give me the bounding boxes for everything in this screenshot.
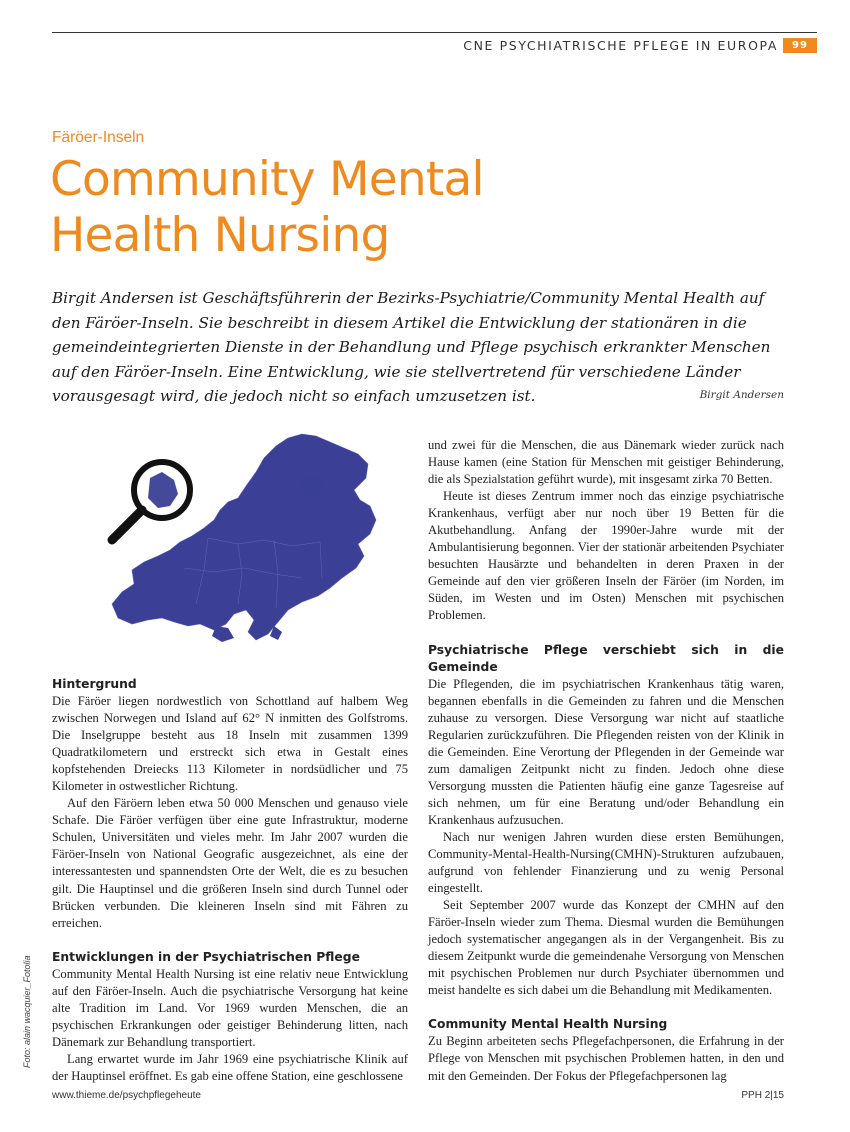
right-column: [428, 437, 784, 1085]
europe-map-magnifier-icon: [88, 428, 388, 656]
paragraph: Heute ist dieses Zentrum immer noch das einzige psychiatrische Krankenhaus, verfügt aber nur noch über 19 Betten für die Akutbehandlung. Anfang der 1990er-Jahre wurde mit der Ambulantisierung begonnen. Vier der stationär arbeitenden Psychiater besuchten Hausärzte und behandelten in deren Praxen in der Gemeinde auf den vier größeren Inseln der Färöer (im Norden, im Süden, im Westen und im Osten) Menschen mit psychischen Problemen.: [428, 489, 784, 623]
europe-map-figure: [88, 428, 388, 656]
paragraph: Die Färöer liegen nordwestlich von Schottland auf halbem Weg zwischen Norwegen und Island auf 62° N inmitten des Golfstroms. Die Inselgruppe besteht aus 18 Inseln mit zusammen 1399 Quadratkilometern und erstreckt sich etwa in Gestalt eines kopfstehenden Dreiecks 113 Kilometer in nordsüdlicher und 75 Kilometer in ostwestlicher Richtung.: [52, 694, 408, 794]
section-heading-cmhn: Community Mental Health Nursing: [428, 1017, 668, 1032]
section-heading-entwicklungen: Entwicklungen in der Psychiatrischen Pflege: [52, 949, 360, 964]
section-heading-gemeinde: Psychiatrische Pflege verschiebt sich in die Gemeinde: [428, 642, 784, 674]
paragraph: Community Mental Health Nursing ist eine relativ neue Entwicklung auf den Färöer-Inseln. Auch die psychiatrische Versorgung hat keine alte Tradition im Land. Vor 1969 wurden Menschen, die an psychischen Erkrankungen oder geistiger Behinderung litten, nach Dänemark zur Behandlung transportiert.: [52, 966, 408, 1049]
paragraph: Seit September 2007 wurde das Konzept der CMHN auf den Färöer-Inseln wieder zum Thema. Diesmal wurden die Bemühungen jedoch systematischer angegangen als in der Vergangenheit. Bis zu diesem Zeitpunkt wurde die gemeindenahe Versorgung von Menschen mit psychischen Problemen nur durch Psychiater übernommen und meist handelte es sich dabei um die Behandlung mit Medikamenten.: [428, 898, 784, 998]
title-line-2: Health Nursing: [50, 208, 390, 263]
header-rule: [52, 32, 817, 33]
paragraph: Auf den Färöern leben etwa 50 000 Menschen und genauso viele Schafe. Die Färöer verfügen über eine gute Infrastruktur, moderne Schulen, Universitäten und vieles mehr. Im Jahr 2007 wurden die Färöer-Inseln von National Geografic ausgezeichnet, als eine der interessantesten und spannendsten Orte der Welt, die es zu besuchen gilt. Die Hauptinsel und die größeren Inseln sind durch Tunnel oder Brücken verbunden. Die kleineren Inseln sind mit Fähren zu erreichen.: [52, 796, 408, 930]
photo-credit: Foto: alain wacquier_Fotolia: [22, 955, 32, 1068]
article-title: [50, 152, 484, 264]
page-number-badge: 99: [783, 38, 817, 53]
paragraph: Nach nur wenigen Jahren wurden diese ersten Bemühungen, Community-Mental-Health-Nursing(CMHN)-Strukturen aufzubauen, aufgrund von fehlender Finanzierung und zu wenig Personal eingestellt.: [428, 829, 784, 896]
footer-url: www.thieme.de/psychpflegeheute: [52, 1090, 201, 1101]
paragraph: Die Pflegenden, die im psychiatrischen Krankenhaus tätig waren, begannen ebenfalls in die Gemeinden zu fahren und die Menschen zuhause zu versorgen. Diese Versorgung war nicht auf staatliche Regularien zurückzuführen. Die Pflegenden reisten von der Klinik in die Gemeinden. Eine Verortung der Pflegenden in der Gemeinde war zum damaligen Zeitpunkt nicht zu finden. Jedoch ohne diese Versorgung mussten die Patienten häufig eine ganze Tagesreise auf sich nehmen, um für eine Beratung und/oder Behandlung ein Krankenhaus aufzusuchen.: [428, 676, 784, 827]
paragraph: Lang erwartet wurde im Jahr 1969 eine psychiatrische Klinik auf der Hauptinsel eröffnet. Es gab eine offene Station, eine geschlossene: [52, 1051, 408, 1083]
article-kicker: Färöer-Inseln: [52, 129, 145, 146]
paragraph: Zu Beginn arbeiteten sechs Pflegefachpersonen, die Erfahrung in der Pflege von Menschen mit psychischen Problemen hatten, in den und mit den Gemeinden. Der Fokus der Pflegefachpersonen lag: [428, 1034, 784, 1083]
running-head: CNE PSYCHIATRISCHE PFLEGE IN EUROPA: [463, 38, 778, 53]
paragraph: und zwei für die Menschen, die aus Dänemark wieder zurück nach Hause kamen (eine Station für Menschen mit geistiger Behinderung, die als Spezialstation geführt wurde), mit insgesamt zirka 70 Betten.: [428, 438, 784, 487]
footer-issue: PPH 2|15: [741, 1090, 784, 1101]
title-line-1: Community Mental: [50, 152, 484, 207]
left-column: [52, 676, 408, 1085]
article-lead: Birgit Andersen ist Geschäftsführerin der Bezirks-Psychiatrie/Community Mental Health auf den Färöer-Inseln. Sie beschreibt in diesem Artikel die Entwicklung der stationären in die gemeindeintegrierten Dienste in der Behandlung und Pflege psychisch erkrankter Menschen auf den Färöer-Inseln. Eine Entwicklung, wie sie stellvertretend für verschiedene Länder vorausgesagt wird, die jedoch nicht so einfach umzusetzen ist.: [52, 289, 771, 405]
section-heading-hintergrund: Hintergrund: [52, 677, 137, 691]
lead-author: Birgit Andersen: [699, 389, 784, 401]
